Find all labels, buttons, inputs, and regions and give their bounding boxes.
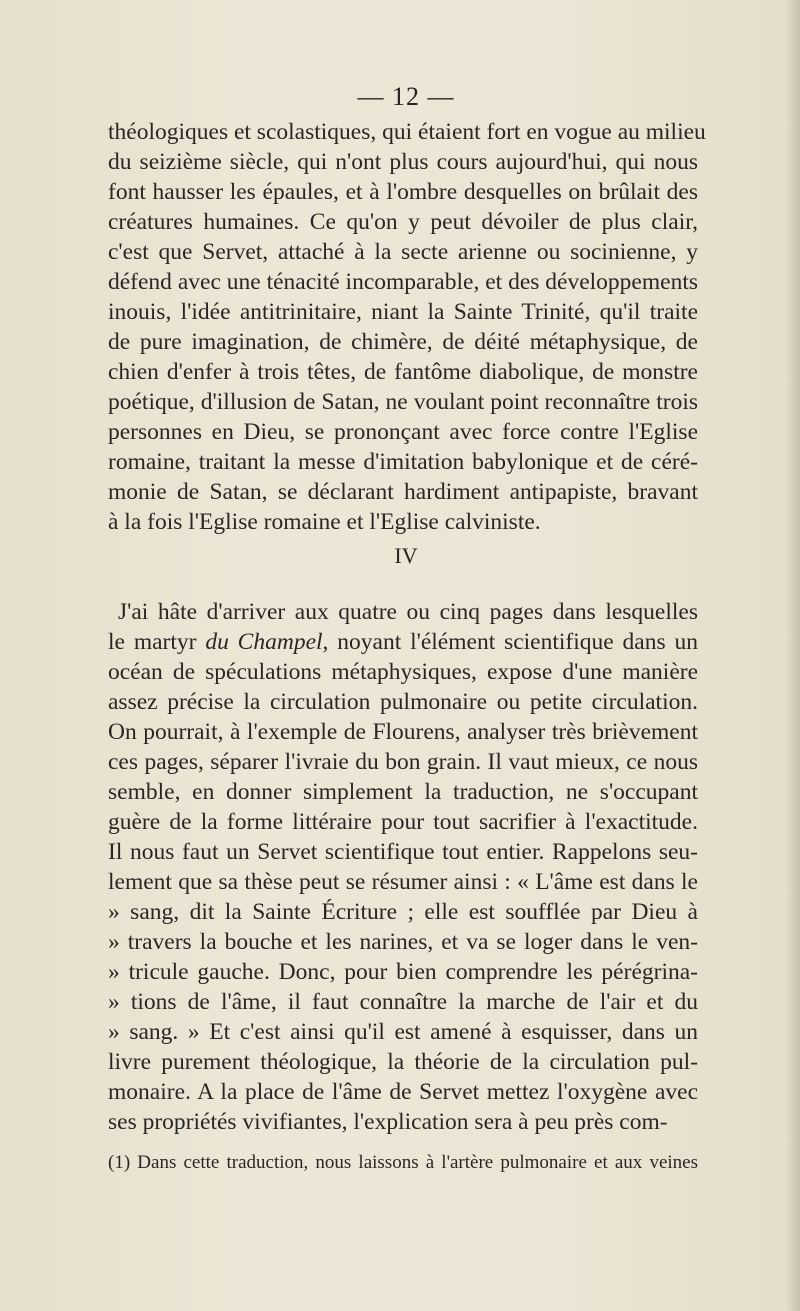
text-line: inouis, l'idée antitrinitaire, niant la Sainte Trinité, qu'il traite [108,299,698,325]
text-line: défend avec une ténacité incomparable, et des développements [108,269,698,295]
text-line: poétique, d'illusion de Satan, ne voulant point reconnaître trois [108,389,698,415]
text-line: » tions de l'âme, il faut connaître la marche de l'air et du [108,989,698,1015]
section-heading: IV [394,543,418,568]
text-line: assez précise la circulation pulmonaire ou petite circulation. [108,689,698,715]
text-line: monie de Satan, se déclarant hardiment antipapiste, bravant [108,479,698,505]
text-line [108,627,698,657]
text-line: ces pages, séparer l'ivraie du bon grain. Il vaut mieux, ce nous [108,749,698,775]
text-line: créatures humaines. Ce qu'on y peut dévoiler de plus clair, [108,209,698,235]
text-line: » sang, dit la Sainte Écriture ; elle est soufflée par Dieu à [108,899,698,925]
text-line: J'ai hâte d'arriver aux quatre ou cinq pages dans lesquelles [118,599,698,625]
text-line: à la fois l'Eglise romaine et l'Eglise calviniste. [108,509,541,535]
text-line: livre purement théologique, la théorie de la circulation pul- [108,1049,698,1075]
text-line: » tricule gauche. Donc, pour bien comprendre les pérégrina- [108,959,698,985]
text-line: » sang. » Et c'est ainsi qu'il est amené à esquisser, dans un [108,1019,698,1045]
text-line: lement que sa thèse peut se résumer ainsi : « L'âme est dans le [108,869,698,895]
text-line: » travers la bouche et les narines, et va se loger dans le ven- [108,929,698,955]
page-number: — 12 — [357,82,455,111]
text-line: semble, en donner simplement la traduction, ne s'occupant [108,779,698,805]
text-line: océan de spéculations métaphysiques, expose d'une manière [108,659,698,685]
page-edge-shadow [786,0,800,1311]
text-line: On pourrait, à l'exemple de Flourens, analyser très brièvement [108,719,698,745]
text-line: de pure imagination, de chimère, de déité métaphysique, de [108,329,698,355]
text-segment: , noyant l'élément scientifique dans un [322,629,698,655]
text-line: du seizième siècle, qui n'ont plus cours aujourd'hui, qui nous [108,149,698,175]
text-line: romaine, traitant la messe d'imitation babylonique et de céré- [108,449,698,475]
text-line: ses propriétés vivifiantes, l'explication sera à peu près com- [108,1109,668,1135]
text-segment: le martyr [108,629,206,655]
text-line: font hausser les épaules, et à l'ombre desquelles on brûlait des [108,179,698,205]
text-line: personnes en Dieu, se prononçant avec force contre l'Eglise [108,419,698,445]
text-line: c'est que Servet, attaché à la secte arienne ou socinienne, y [108,239,698,265]
text-line: théologiques et scolastiques, qui étaient fort en vogue au milieu [108,119,706,145]
text-line: chien d'enfer à trois têtes, de fantôme diabolique, de monstre [108,359,698,385]
text-line: monaire. A la place de l'âme de Servet mettez l'oxygène avec [108,1079,698,1105]
text-line: guère de la forme littéraire pour tout sacrifier à l'exactitude. [108,809,698,835]
text-line: Il nous faut un Servet scientifique tout entier. Rappelons seu- [108,839,698,865]
italic-place-name: du Champel [205,629,323,655]
footnote: (1) Dans cette traduction, nous laissons à l'artère pulmonaire et aux veines [108,1152,698,1173]
